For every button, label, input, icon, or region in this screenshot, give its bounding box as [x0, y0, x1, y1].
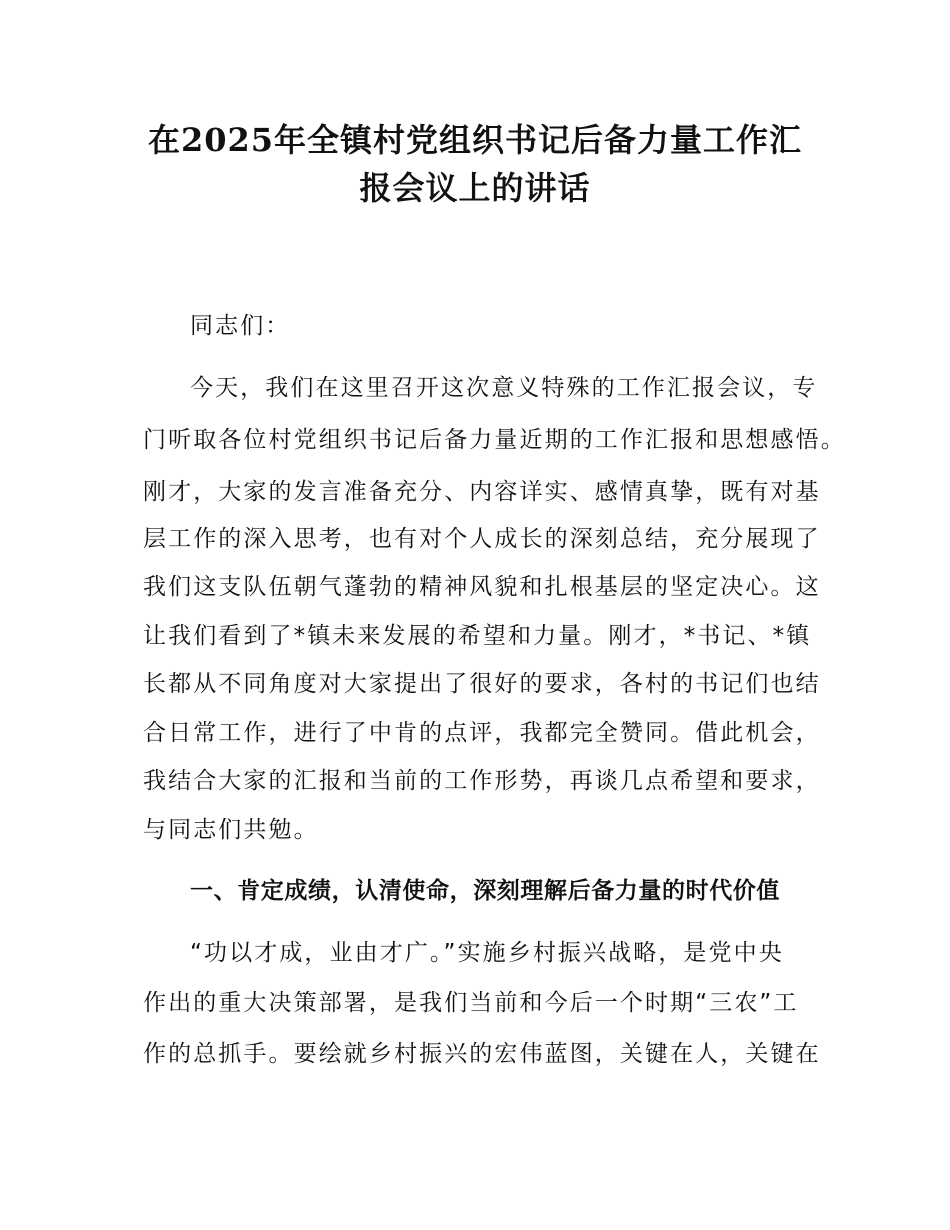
paragraph-1-line-3: 刚才，大家的发言准备充分、内容详实、感情真挚，既有对基: [143, 479, 821, 505]
paragraph-1-line-5: 我们这支队伍朝气蓬勃的精神风貌和扎根基层的坚定决心。这: [143, 574, 821, 600]
paragraph-1-line-9: 我结合大家的汇报和当前的工作形势，再谈几点希望和要求，: [143, 768, 821, 794]
paragraph-1-line-1: 今天，我们在这里召开这次意义特殊的工作汇报会议，专: [190, 375, 818, 401]
salutation: 同志们：: [190, 313, 291, 339]
section-1-heading: 一、肯定成绩，认清使命，深刻理解后备力量的时代价值: [190, 878, 780, 904]
paragraph-2-line-2: 作出的重大决策部署，是我们当前和今后一个时期“三农”工: [143, 990, 799, 1016]
paragraph-1-line-6: 让我们看到了*镇未来发展的希望和力量。刚才，*书记、*镇: [143, 623, 812, 649]
paragraph-1-line-4: 层工作的深入思考，也有对个人成长的深刻总结，充分展现了: [143, 526, 821, 552]
document-title-line-1: 在2025年全镇村党组织书记后备力量工作汇: [147, 121, 803, 159]
paragraph-1-line-8: 合日常工作，进行了中肯的点评，我都完全赞同。借此机会，: [143, 720, 821, 746]
paragraph-1-line-10: 与同志们共勉。: [143, 817, 319, 843]
paragraph-1-line-2: 门听取各位村党组织书记后备力量近期的工作汇报和思想感悟。: [143, 427, 846, 453]
document-title-line-2: 报会议上的讲话: [359, 169, 591, 207]
paragraph-2-line-3: 作的总抓手。要绘就乡村振兴的宏伟蓝图，关键在人，关键在: [143, 1041, 821, 1067]
paragraph-1-line-7: 长都从不同角度对大家提出了很好的要求，各村的书记们也结: [143, 671, 821, 697]
paragraph-2-line-1: “功以才成，业由才广。”实施乡村振兴战略，是党中央: [190, 940, 784, 966]
